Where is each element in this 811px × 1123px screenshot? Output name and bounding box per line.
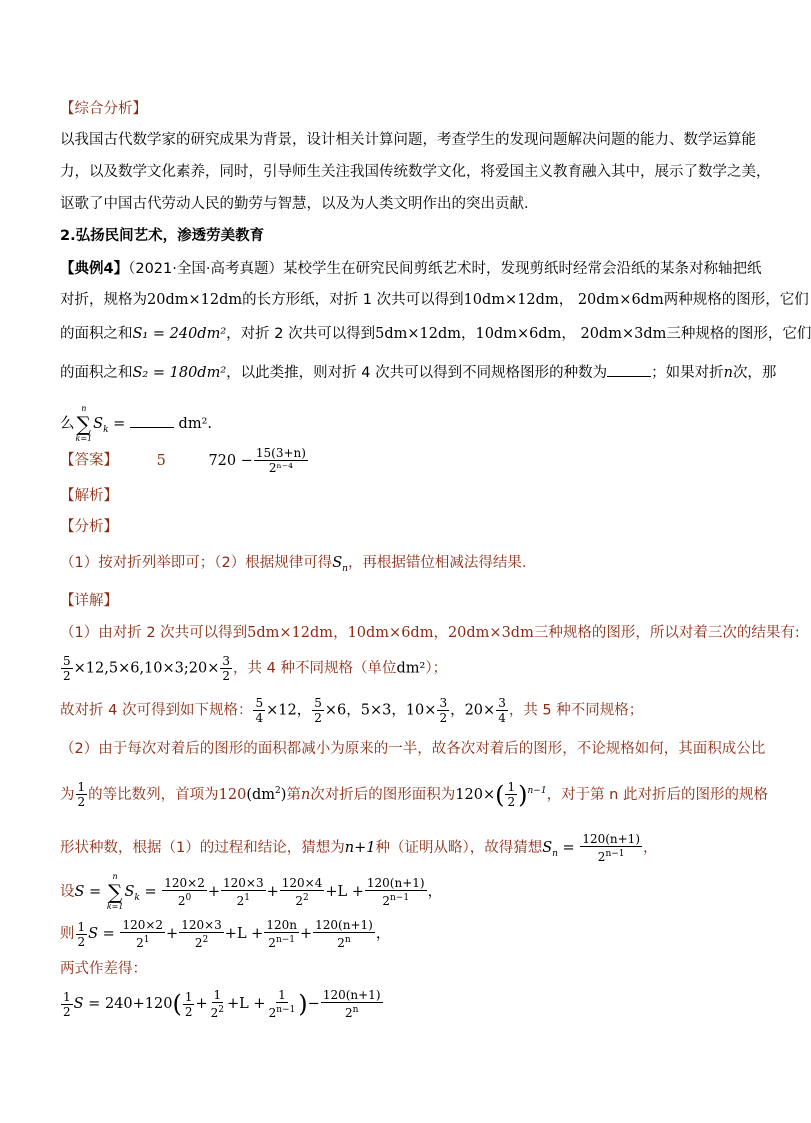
text: 第 [286, 786, 301, 803]
formula-s2: S₂ = 180dm² [132, 365, 227, 381]
dimension: 20dm×3dm [580, 326, 667, 342]
answer-blank [130, 413, 174, 428]
fraction: $\frac{5}{2}$ [314, 696, 322, 725]
fraction-half: $\frac{1}{2}$ [63, 989, 71, 1019]
text: 三种规格的图形，它们 [666, 326, 811, 342]
answer-value-1: 5 [156, 452, 166, 469]
detail-line-4: （2）由于每次对着后的图形的面积都减小为原来的一半，故各次对着后的图形，不论规格如何，其面积成公比 [60, 741, 766, 757]
text: ， [561, 326, 576, 342]
dimension: 20dm×6dm [577, 292, 664, 308]
example-line-5 [60, 404, 760, 444]
detail-line-9: 两式作差得： [60, 961, 147, 977]
analysis-line-3: 讴歌了中国古代劳动人民的勤劳与智慧，以及为人类文明作出的突出贡献． [60, 196, 539, 212]
analysis-line-1: 以我国古代数学家的研究成果为背景，设计相关计算问题，考查学生的发现问题解决问题的能力、数学运算能 [60, 132, 756, 148]
answer-fraction [254, 446, 308, 475]
formula: n+1 [344, 840, 376, 856]
analysis-line-2: 力，以及数学文化素养，同时，引导师生关注我国传统数学文化，将爱国主义教育融入其中，展示了数学之美， [60, 164, 771, 180]
numerator: 15(3+n) [255, 446, 306, 460]
text: ， [333, 625, 348, 641]
text: 的面积之和 [60, 326, 133, 342]
dimension: 5dm×12dm [375, 326, 461, 342]
example-line-3 [60, 323, 811, 345]
fraction-half: $\frac{1}{2}$ [507, 780, 516, 810]
sum-symbol: n ∑ k=1 [106, 872, 124, 911]
dimension: 10dm×12dm [463, 292, 559, 308]
first-term: 120 [218, 786, 247, 803]
dimension: 10dm×6dm [475, 326, 562, 342]
fraction: $\frac{120\times 2}{2^1}$ [122, 918, 164, 950]
text: 为 [60, 786, 75, 803]
dimension: 20dm×12dm [147, 292, 243, 308]
fraction: $\frac{120(n+1)}{2^n}$ [322, 988, 381, 1020]
dimension: 20dm×3dm [447, 625, 534, 641]
fraction-half: $\frac{1}{2}$ [77, 780, 86, 810]
dimension: 5dm×12dm [247, 625, 334, 641]
text: 次对折后的图形面积为 [310, 786, 456, 803]
text: 形状种数，根据（1）的过程和结论，猜想为 [60, 840, 345, 856]
xiangjie-label: 【详解】 [60, 593, 118, 609]
var-n: n [723, 365, 733, 381]
text: ，共 4 种不同规格（单位 [233, 660, 397, 677]
text: ）； [425, 660, 448, 677]
text: ， [558, 292, 574, 308]
text: 设 [60, 884, 75, 900]
answer-value-2: 720 − [208, 452, 253, 469]
unit: dm². [178, 416, 212, 432]
fraction: $\frac{3}{2}$ [222, 654, 231, 683]
fraction: $\frac{5}{2}$ [63, 654, 71, 683]
text: 故对折 4 次可得到如下规格： [60, 702, 253, 719]
text: 三种规格的图形，所以对着三次的结果有: [533, 625, 800, 641]
fraction: $\frac{5}{4}$ [255, 696, 264, 725]
detail-line-8: 则 $\frac{1}{2}$ S = $\frac{120\times 2}{2^1}$ + $\frac{120\times 3}{2^2}$ +L + $\frac{120n}{2^{n-1}}$ + $\frac{120(n+1)}{2^n}$ ， [60, 918, 391, 950]
fraction: $\frac{120\times 3}{2^2}$ [181, 918, 222, 950]
fraction: $\frac{120\times 4}{2^2}$ [281, 876, 323, 908]
text: 的面积之和 [60, 365, 133, 381]
text: 的等比数列，首项为 [88, 786, 219, 803]
answer-blank [607, 362, 651, 377]
text: ， [433, 625, 448, 641]
fraction: $\frac{1}{2}$ [184, 989, 193, 1019]
text: 次，那 [732, 365, 777, 381]
example-text: 某校学生在研究民间剪纸艺术时，发现剪纸时经常会沿纸的某条对称轴把纸 [282, 261, 762, 277]
example-line-1 [60, 258, 760, 280]
formula-sk: $S_k$ = [93, 416, 130, 435]
answer-label: 【答案】 [60, 452, 118, 469]
fraction: $\frac{3}{4}$ [498, 696, 506, 725]
text: ，共 5 种不同规格； [508, 702, 644, 719]
formula-s1: S₁ = 240dm² [132, 326, 227, 342]
detail-line-2: $\frac{5}{2}$ ×12,5×6,10×3;20× $\frac{3}{2}$ ，共 4 种不同规格（单位dm²）； [63, 654, 448, 683]
size-item: 5×3 [360, 702, 392, 719]
fraction: $\frac{120n}{2^{n-1}}$ [266, 918, 297, 950]
example-line-4 [60, 362, 777, 384]
example-source: （2021·全国·高考真题） [128, 261, 283, 277]
fraction: $\frac{120(n+1)}{2^{n-1}}$ [582, 832, 640, 864]
jiexi-label: 【解析】 [60, 488, 118, 504]
text: 的长方形纸，对折 1 次共可以得到 [242, 292, 464, 308]
fraction: $\frac{3}{2}$ [439, 696, 448, 725]
fraction: $\frac{120(n+1)}{2^{n-1}}$ [366, 876, 425, 908]
unit: dm² [396, 660, 426, 677]
text: 两种规格的图形，它们 [663, 292, 809, 308]
detail-line-6: 形状种数，根据（1）的过程和结论，猜想为n+1种（证明从略），故得猜想$S_n$ = $\frac{120(n+1)}{2^{n-1}}$ ， [60, 832, 658, 864]
sum-symbol: n ∑ k=1 [75, 404, 93, 443]
answer-line [60, 446, 760, 475]
detail-line-3: 故对折 4 次可得到如下规格： $\frac{5}{4}$ ×12， $\frac{5}{2}$ ×6，5×3，10× $\frac{3}{2}$ ，20× $\frac{3}{4}$ ，共 5 种不同规格； [60, 696, 644, 725]
analysis-heading: 【综合分析】 [60, 101, 147, 117]
section-title: 2.弘扬民间艺术，渗透劳美教育 [60, 228, 265, 244]
example-line-2 [60, 289, 809, 311]
detail-line-7: 设S = n ∑ k=1 $S_k$ = $\frac{120\times 2}{2^0}$ + $\frac{120\times 3}{2^1}$ + $\frac{120\times 4}{2^2}$ +L + $\frac{120(n+1)}{2^{n-1}}$ ， [60, 872, 443, 911]
text: ，对于第 n 此对折后的图形的规格 [546, 786, 768, 803]
text: 对折，规格为 [60, 292, 147, 308]
fraction: $\frac{1}{2^{n-1}}$ [268, 988, 296, 1020]
text: ， [460, 326, 476, 342]
fraction: $\frac{120(n+1)}{2^n}$ [315, 918, 373, 950]
example-tag: 【典例4】 [60, 261, 129, 277]
text: ；如果对折 [651, 365, 724, 381]
fraction: $\frac{120\times 3}{2^1}$ [222, 876, 264, 908]
formula-sn: $S_n$ [332, 555, 348, 574]
detail-line-1 [60, 622, 800, 644]
text: ，以此类推，则对折 4 次共可以得到不同规格图形的种数为 [226, 365, 608, 381]
text: 么 [60, 416, 75, 432]
fenxi-label: 【分析】 [60, 519, 118, 535]
text: 种（证明从略），故得猜想 [375, 840, 543, 856]
dimension: 10dm×6dm [347, 625, 434, 641]
fraction: $\frac{1}{2^2}$ [210, 988, 225, 1020]
text: （1）由对折 2 次共可以得到 [60, 625, 248, 641]
text: 则 [60, 926, 75, 942]
denominator: 2ⁿ⁻⁴ [268, 461, 293, 475]
text: ，再根据错位相减法得结果. [347, 555, 527, 571]
fraction: $\frac{120\times 2}{2^0}$ [164, 876, 205, 908]
detail-line-5: 为 $\frac{1}{2}$ 的等比数列，首项为$120(dm^2)$第n次对折后的图形面积为120×( $\frac{1}{2}$ )$^{n-1}$，对于第 n 此对折后的图形的规格 [60, 780, 768, 810]
fenxi-text [60, 552, 760, 580]
text: （1）按对折列举即可；（2）根据规律可得 [60, 555, 333, 571]
detail-line-10: $\frac{1}{2}$ S = 240+120( $\frac{1}{2}$ + $\frac{1}{2^2}$ +L + $\frac{1}{2^{n-1}}$ )− $\frac{120(n+1)}{2^n}$ [63, 988, 381, 1020]
text: ，对折 2 次共可以得到 [226, 326, 376, 342]
fraction-half: $\frac{1}{2}$ [77, 919, 86, 949]
